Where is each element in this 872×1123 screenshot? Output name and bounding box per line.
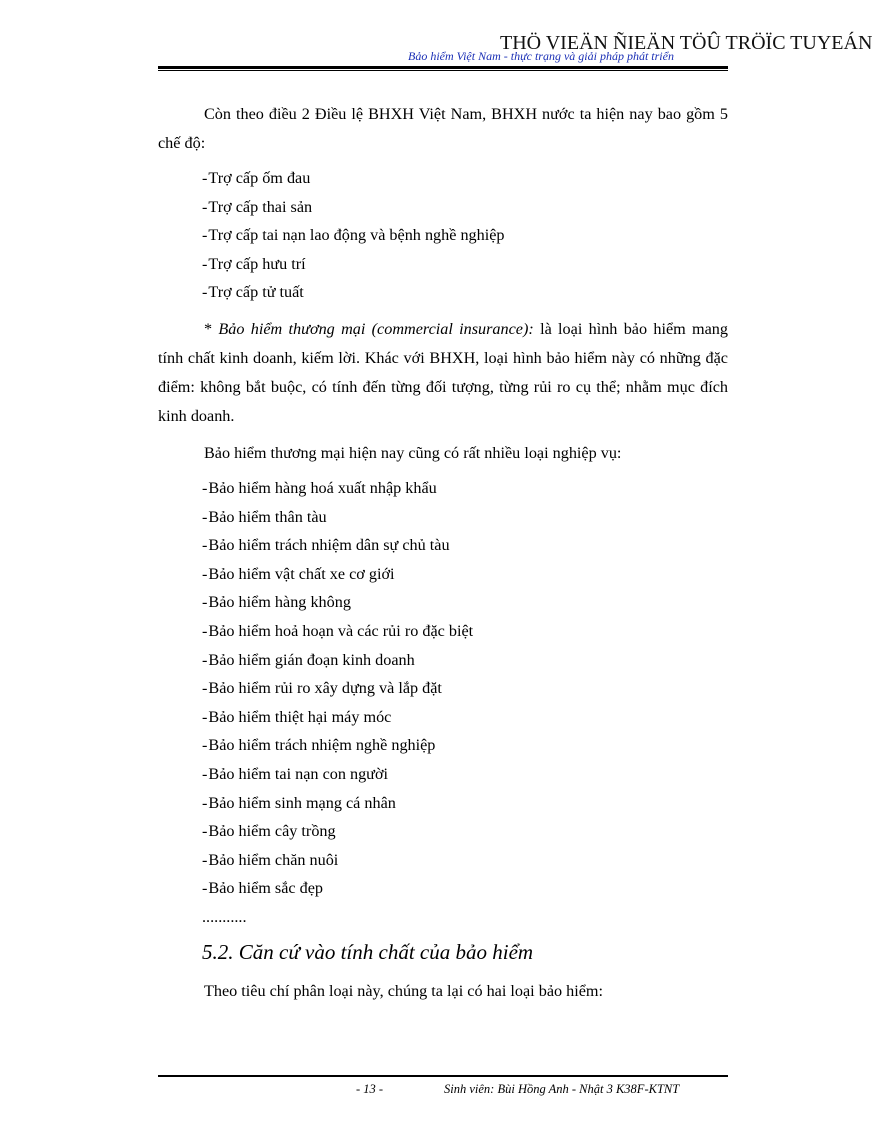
- list-item: -Bảo hiểm vật chất xe cơ giới: [202, 564, 395, 583]
- list-item: -Bảo hiểm trách nhiệm nghề nghiệp: [202, 736, 436, 755]
- list-item: -Bảo hiểm chăn nuôi: [202, 850, 339, 869]
- bullet-star: *: [204, 319, 219, 338]
- list-item: -Bảo hiểm sắc đẹp: [202, 879, 324, 898]
- regime-list: [158, 164, 728, 307]
- commercial-term: Bảo hiểm thương mại (commercial insurance):: [218, 319, 534, 338]
- commercial-intro: Bảo hiểm thương mại hiện nay cũng có rất nhiều loại nghiệp vụ:: [204, 443, 622, 462]
- list-item: -Trợ cấp tai nạn lao động và bệnh nghề nghiệp: [202, 226, 505, 245]
- library-watermark: THÖ VIEÄN ÑIEÄN TÖÛ TRÖÏC TUYEÁN: [500, 32, 872, 54]
- header-rule-thin: [158, 70, 728, 71]
- list-item: -Bảo hiểm hoả hoạn và các rủi ro đặc biệt: [202, 621, 474, 640]
- intro-paragraph: Còn theo điều 2 Điều lệ BHXH Việt Nam, BHXH nước ta hiện nay bao gồm 5 chế độ:: [158, 105, 728, 152]
- list-item: -Trợ cấp thai sản: [202, 197, 313, 216]
- list-item: -Bảo hiểm cây trồng: [202, 822, 336, 841]
- list-item: -Bảo hiểm thân tàu: [202, 507, 327, 526]
- page-number: - 13 -: [356, 1082, 384, 1096]
- page-body: [158, 100, 728, 1012]
- closing-paragraph: Theo tiêu chí phân loại này, chúng ta lại có hai loại bảo hiểm:: [204, 982, 604, 1001]
- list-item: -Bảo hiểm tai nạn con người: [202, 764, 389, 783]
- list-item: -Bảo hiểm hàng hoá xuất nhập khẩu: [202, 478, 437, 497]
- list-item: -Trợ cấp tử tuất: [202, 283, 304, 302]
- header-rule: [158, 66, 728, 69]
- footer-author: Sinh viên: Bùi Hồng Anh - Nhật 3 K38F-KTNT: [444, 1082, 680, 1096]
- list-item: -Bảo hiểm rủi ro xây dựng và lắp đặt: [202, 679, 442, 698]
- list-item: -Trợ cấp ốm đau: [202, 169, 311, 187]
- list-item: -Bảo hiểm hàng không: [202, 593, 351, 612]
- commercial-description: là loại hình bảo hiểm mang tính chất kinh doanh, kiếm lời. Khác với BHXH, loại hình bảo hiểm này có những đặc điểm: không bắt buộc, có tính đến từng đối tượng, từng rủi ro cụ thể; nhằm mục đích kinh doanh.: [158, 319, 728, 425]
- list-item: -Bảo hiểm thiệt hại máy móc: [202, 707, 392, 726]
- footer-rule: [158, 1075, 728, 1077]
- list-item: -Trợ cấp hưu trí: [202, 254, 306, 273]
- section-heading: 5.2. Căn cứ vào tính chất của bảo hiểm: [202, 940, 534, 965]
- list-item: -Bảo hiểm trách nhiệm dân sự chủ tàu: [202, 536, 450, 555]
- commercial-type-list: [158, 474, 728, 932]
- running-header: Bảo hiểm Việt Nam - thực trạng và giải pháp phát triển: [408, 49, 674, 63]
- list-item: -Bảo hiểm sinh mạng cá nhân: [202, 793, 396, 812]
- list-item: -Bảo hiểm gián đoạn kinh doanh: [202, 650, 415, 669]
- commercial-paragraph: [158, 315, 728, 431]
- ellipsis: ...........: [202, 907, 247, 926]
